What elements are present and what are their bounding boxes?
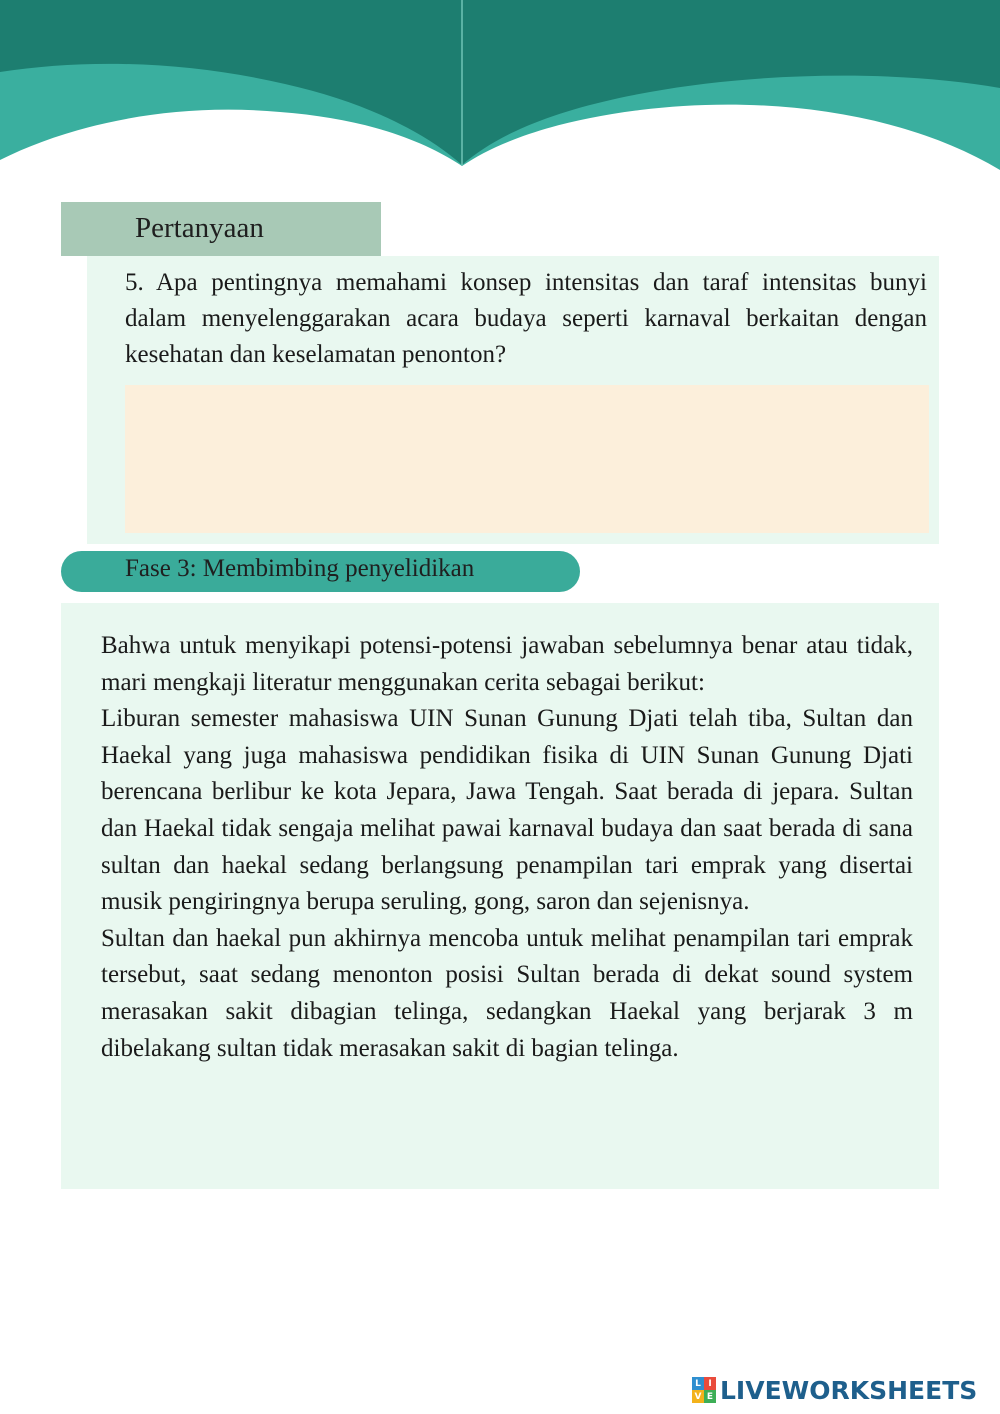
story-paragraph-intro: Bahwa untuk menyikapi potensi-potensi jawaban sebelumnya benar atau tidak, mari mengkaji literatur menggunakan cerita sebagai berikut: xyxy=(101,632,913,696)
story-paragraph-holiday: Liburan semester mahasiswa UIN Sunan Gunung Djati telah tiba, Sultan dan Haekal yang juga mahasiswa pendidikan fisika di UIN Sunan Gunung Djati berencana berlibur ke kota Jepara, Jawa Tengah. Saat berada di jepara. Sultan dan Haekal tidak sengaja melihat pawai karnaval budaya dan saat berada di sana sultan dan haekal sedang berlangsung penampilan tari emprak yang disertai musik pengiringnya berupa seruling, gong, saron dan sejenisnya. xyxy=(101,705,913,916)
story-panel xyxy=(61,603,939,1189)
story-text xyxy=(101,628,913,1067)
question-section-title: Pertanyaan xyxy=(135,212,264,244)
story-paragraph-hearing: Sultan dan haekal pun akhirnya mencoba untuk melihat penampilan tari emprak tersebut, saat sedang menonton posisi Sultan berada di dekat sound system merasakan sakit dibagian telinga, sedangkan Haekal yang berjarak 3 m dibelakang sultan tidak merasakan sakit di bagian telinga. xyxy=(101,924,913,1062)
phase-title: Fase 3: Membimbing penyelidikan xyxy=(125,555,475,582)
question-panel xyxy=(87,256,939,544)
liveworksheets-logo xyxy=(692,1372,977,1408)
header-book-wave xyxy=(0,0,1000,170)
question-text: 5. Apa pentingnya memahami konsep intensitas dan taraf intensitas bunyi dalam menyelenggarakan acara budaya seperti karnaval berkaitan dengan kesehatan dan keselamatan penonton? xyxy=(125,269,927,368)
question-section-label xyxy=(61,202,381,256)
phase-label xyxy=(61,551,580,592)
liveworksheets-brand-name: LIVEWORKSHEETS xyxy=(720,1375,978,1405)
liveworksheets-logo-icon: L I V E xyxy=(692,1377,716,1403)
answer-input[interactable] xyxy=(125,385,929,533)
